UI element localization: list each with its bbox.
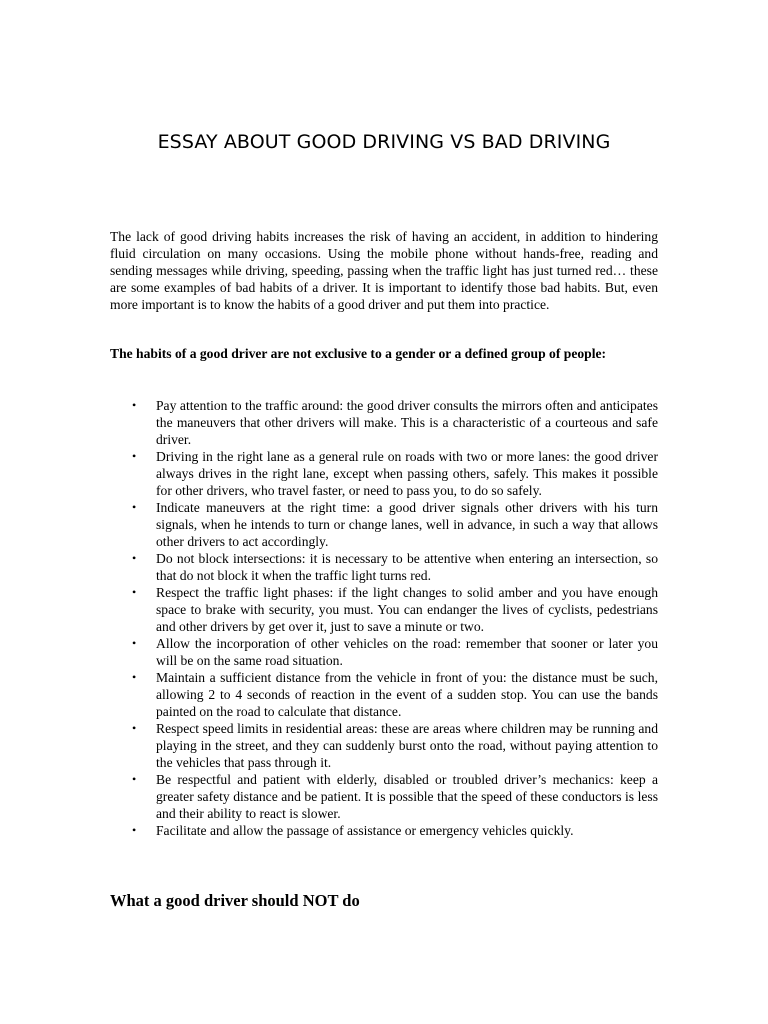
bullet-icon: • [132,500,137,514]
list-item-text: Indicate maneuvers at the right time: a good driver signals other drivers with his turn signals, when he intends to turn or change lanes, well in advance, in such a way that allows other drivers to act accordingly. [156,500,658,549]
list-item-text: Driving in the right lane as a general rule on roads with two or more lanes: the good driver always drives in the right lane, except when passing others, safely. This makes it possible for other drivers, who travel faster, or need to pass you, to do so safely. [156,449,658,498]
document-title: ESSAY ABOUT GOOD DRIVING VS BAD DRIVING [157,131,611,153]
list-item-text: Maintain a sufficient distance from the vehicle in front of you: the distance must be such, allowing 2 to 4 seconds of reaction in the event of a sudden stop. You can use the bands painted on the road to calculate that distance. [156,670,658,719]
bullet-icon: • [132,636,137,650]
list-item-text: Facilitate and allow the passage of assistance or emergency vehicles quickly. [156,823,574,838]
list-item-text: Do not block intersections: it is necessary to be attentive when entering an intersection, so that do not block it when the traffic light turns red. [156,551,658,583]
intro-paragraph: The lack of good driving habits increases the risk of having an accident, in addition to hindering fluid circulation on many occasions. Using the mobile phone without hands-free, reading and sending messages while driving, speeding, passing when the traffic light has just turned red… these are some examples of bad habits of a driver. It is important to identify those bad habits. But, even more important is to know the habits of a good driver and put them into practice. [110,229,658,312]
list-item-text: Respect the traffic light phases: if the light changes to solid amber and you have enough space to brake with security, you must. You can endanger the lives of cyclists, pedestrians and other drivers by get over it, just to save a minute or two. [156,585,658,634]
list-item-text: Be respectful and patient with elderly, disabled or troubled driver’s mechanics: keep a greater safety distance and be patient. It is possible that the speed of these conductors is less and their ability to react is slower. [156,772,658,821]
list-item [110,669,658,720]
bullet-icon: • [132,585,137,599]
list-item [110,448,658,499]
good-habits-list [110,397,658,839]
list-item-text: Pay attention to the traffic around: the good driver consults the mirrors often and anticipates the maneuvers that other drivers will make. This is a characteristic of a courteous and safe driver. [156,398,658,447]
list-item [110,635,658,669]
section-heading-should-not: What a good driver should NOT do [110,891,360,910]
bullet-icon: • [132,398,137,412]
bullet-icon: • [132,670,137,684]
list-item-text: Allow the incorporation of other vehicles on the road: remember that sooner or later you will be on the same road situation. [156,636,658,668]
bullet-icon: • [132,823,137,837]
bullet-icon: • [132,551,137,565]
list-item [110,584,658,635]
bullet-icon: • [132,721,137,735]
bullet-icon: • [132,449,137,463]
list-item [110,397,658,448]
list-item [110,720,658,771]
list-item-text: Respect speed limits in residential areas: these are areas where children may be running and playing in the street, and they can suddenly burst onto the road, without paying attention to the vehicles that pass through it. [156,721,658,770]
habits-subheading: The habits of a good driver are not exclusive to a gender or a defined group of people: [110,346,607,361]
list-item [110,822,658,839]
list-item [110,499,658,550]
list-item [110,771,658,822]
list-item [110,550,658,584]
bullet-icon: • [132,772,137,786]
